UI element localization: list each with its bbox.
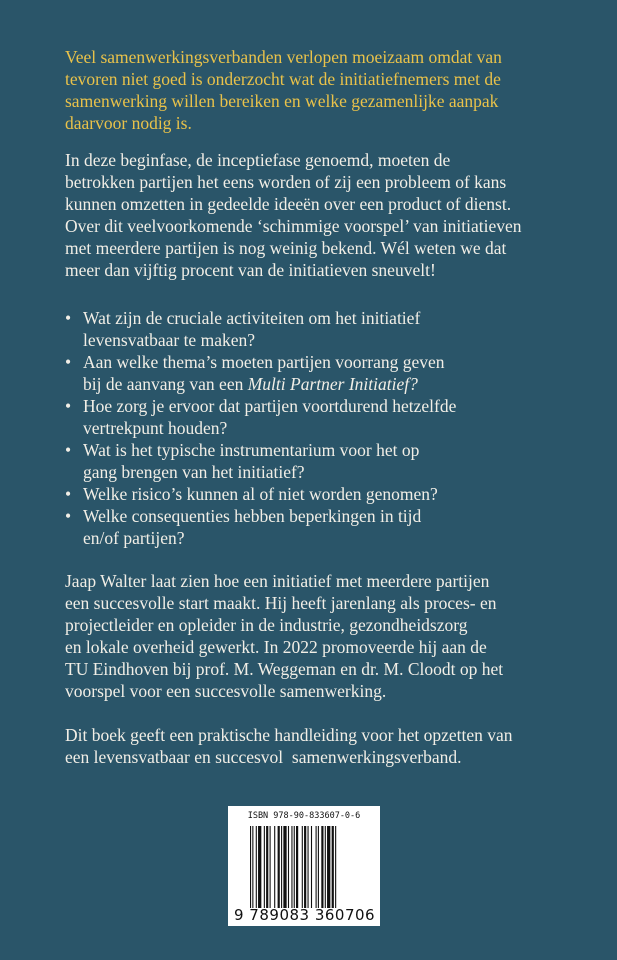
bullet-icon: •: [65, 308, 72, 328]
barcode-bar: [281, 826, 282, 908]
text-line: projectleider en opleider in de industrie, gezondheidszorg: [65, 615, 468, 635]
text-line: Hoe zorg je ervoor dat partijen voortdurend hetzelfde: [83, 396, 457, 416]
bullet-icon: •: [65, 506, 72, 526]
barcode-bar: [318, 826, 319, 908]
text-line: kunnen omzetten in gedeelde ideeën over een product of dienst.: [65, 194, 512, 214]
barcode-bar: [278, 826, 280, 908]
barcode-bar: [311, 826, 312, 908]
barcode-bars: [250, 826, 370, 908]
text-line: daarvoor nodig is.: [65, 113, 192, 133]
barcode-bar: [332, 826, 334, 908]
barcode-bar: [266, 826, 268, 908]
isbn-label: ISBN 978-90-833607-0-6: [247, 811, 361, 821]
italic-term: Multi Partner Initiatief?: [247, 374, 418, 394]
barcode-bar: [321, 826, 323, 908]
barcode-bar: [294, 826, 295, 908]
list-item: [65, 351, 456, 395]
barcode-bar: [274, 826, 275, 908]
barcode-bar: [316, 826, 317, 908]
text-line: en/of partijen?: [83, 528, 185, 548]
barcode-bar: [256, 826, 257, 908]
author-paragraph: [65, 570, 503, 702]
summary-paragraph: [65, 724, 513, 768]
list-item: [65, 439, 456, 483]
barcode-bar: [291, 826, 292, 908]
text-line: een succesvolle start maakt. Hij heeft jarenlang als proces- en: [65, 593, 497, 613]
text-line: gang brengen van het initiatief?: [83, 462, 305, 482]
barcode-bar: [288, 826, 289, 908]
text-line: een levensvatbaar en succesvol samenwerkingsverband.: [65, 747, 462, 767]
barcode-bar: [327, 826, 330, 908]
barcode-bar: [302, 826, 303, 908]
barcode-bar: [264, 826, 265, 908]
text-line: met meerdere partijen is nog weinig bekend. Wél weten we dat: [65, 238, 507, 258]
text-line: In deze beginfase, de inceptiefase genoemd, moeten de: [65, 150, 451, 170]
text-line: [83, 373, 456, 395]
barcode-bar: [308, 826, 309, 908]
bullet-icon: •: [65, 484, 72, 504]
barcode-bar: [283, 826, 286, 908]
text-line: levensvatbaar te maken?: [83, 330, 255, 350]
text-line: vertrekpunt houden?: [83, 418, 228, 438]
intro-paragraph: [65, 46, 502, 134]
barcode-bar: [304, 826, 306, 908]
barcode-bar: [252, 826, 253, 908]
bullet-icon: •: [65, 440, 72, 460]
text-line: Jaap Walter laat zien hoe een initiatief met meerdere partijen: [65, 571, 490, 591]
text-line: betrokken partijen het eens worden of zij een probleem of kans: [65, 172, 507, 192]
isbn-barcode: [228, 806, 380, 926]
text-line: tevoren niet goed is onderzocht wat de initiatiefnemers met de: [65, 69, 501, 89]
text-line: Welke consequenties hebben beperkingen in tijd: [83, 506, 422, 526]
bullet-icon: •: [65, 352, 72, 372]
text-line: meer dan vijftig procent van de initiatieven sneuvelt!: [65, 260, 436, 280]
text-line: Dit boek geeft een praktische handleiding voor het opzetten van: [65, 725, 513, 745]
text-line: Aan welke thema’s moeten partijen voorrang geven: [83, 352, 445, 372]
text-line: Welke risico’s kunnen al of niet worden genomen?: [83, 484, 438, 504]
bullet-icon: •: [65, 396, 72, 416]
barcode-bar: [270, 826, 271, 908]
barcode-bar: [325, 826, 326, 908]
text-line: Veel samenwerkingsverbanden verlopen moeizaam omdat van: [65, 47, 502, 67]
text-line: TU Eindhoven bij prof. M. Weggeman en dr. M. Cloodt op het: [65, 659, 504, 679]
list-item: [65, 483, 456, 505]
barcode-digits: 9 789083 360706: [234, 906, 376, 924]
text-segment: bij de aanvang van een: [83, 374, 248, 394]
barcode-bar: [250, 826, 251, 908]
barcode-bar: [296, 826, 298, 908]
barcode-bar: [335, 826, 336, 908]
text-line: Over dit veelvoorkomende ‘schimmige voorspel’ van initiatieven: [65, 216, 522, 236]
list-item: [65, 505, 456, 549]
text-line: Wat zijn de cruciale activiteiten om het initiatief: [83, 308, 421, 328]
barcode-bar: [258, 826, 261, 908]
inception-paragraph: [65, 149, 522, 281]
list-item: [65, 307, 456, 351]
text-line: Wat is het typische instrumentarium voor het op: [83, 440, 420, 460]
list-item: [65, 395, 456, 439]
text-line: samenwerking willen bereiken en welke gezamenlijke aanpak: [65, 91, 499, 111]
text-line: voorspel voor een succesvolle samenwerking.: [65, 681, 387, 701]
question-list: [65, 307, 456, 549]
text-line: en lokale overheid gewerkt. In 2022 promoveerde hij aan de: [65, 637, 487, 657]
